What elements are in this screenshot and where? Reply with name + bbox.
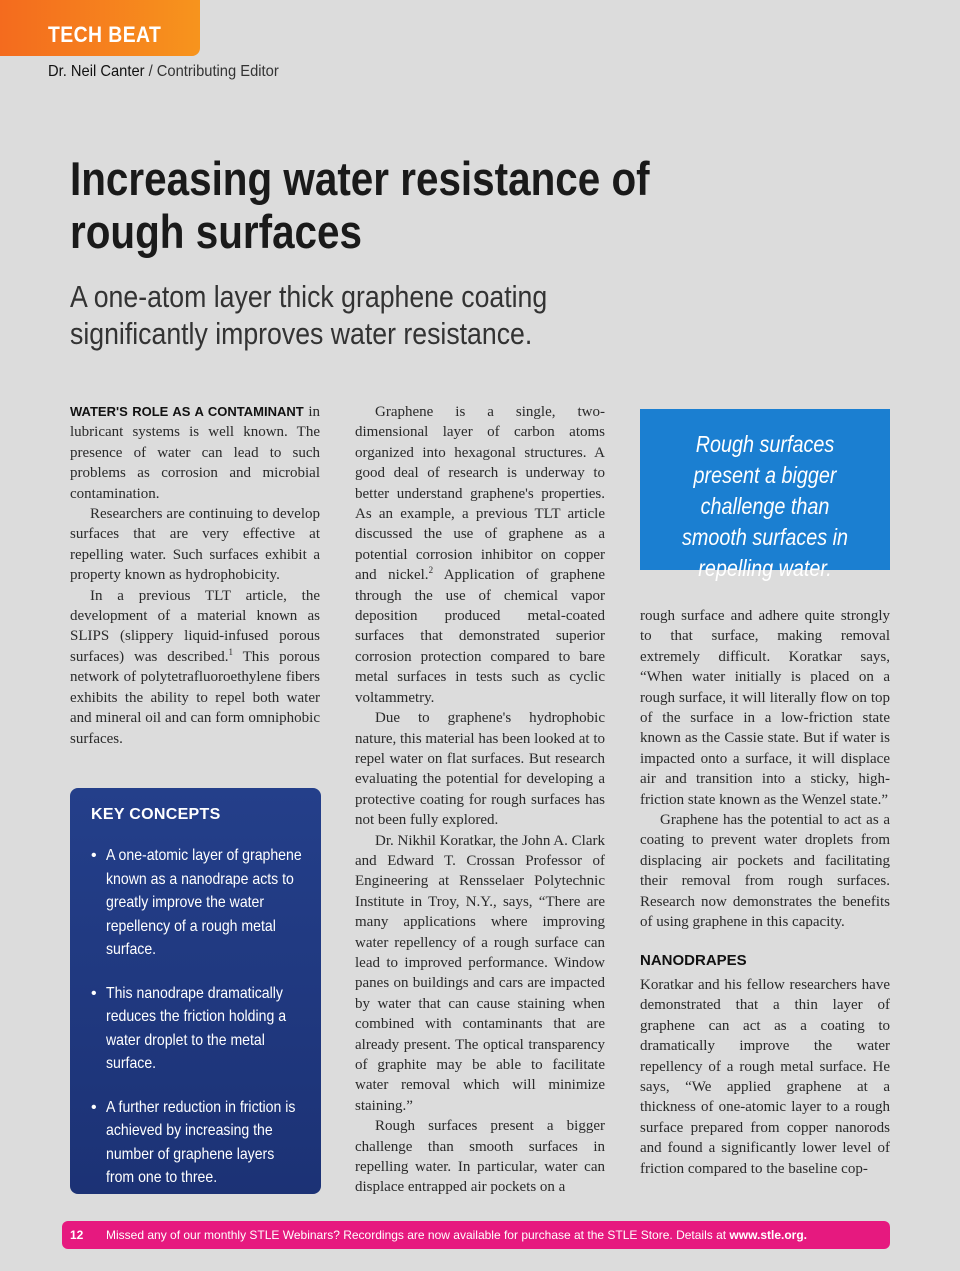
article-title: Increasing water resistance of rough surfaces bbox=[70, 152, 650, 258]
author-name: Dr. Neil Canter bbox=[48, 63, 145, 80]
bullet-icon: • bbox=[91, 984, 97, 1002]
pull-quote: Rough surfaces present a bigger challenge than smooth surfaces in repelling water. bbox=[640, 409, 890, 570]
article-subtitle: A one-atom layer thick graphene coating significantly improves water resistance. bbox=[70, 279, 548, 351]
paragraph: In a previous TLT article, the development of a material known as SLIPS (slippery liquid-infused porous surfaces) was described.$^1$ This porous network of polytetrafluoroethylene fibers exhibits the ability to repel both water and mineral oil and can form omniphobic surfaces. bbox=[70, 587, 321, 747]
paragraph: rough surface and adhere quite strongly to that surface, making removal extremely difficult. Koratkar says, “When water initially is placed on a rough surface, it will literally flow on top of the surface in a low-friction state known as the Cassie state. But if water is impacted onto a surface, it will displace air and transition into a sticky, high-friction state known as the Wenzel state.” bbox=[640, 608, 890, 808]
footer-link[interactable]: www.stle.org. bbox=[729, 1228, 807, 1242]
list-item: • A further reduction in friction is achieved by increasing the number of graphene layers from one to three. bbox=[91, 1096, 301, 1190]
footer-message: Missed any of our monthly STLE Webinars? Recordings are now available for purchase at the STLE Store. Details at www.stle.org. bbox=[106, 1228, 807, 1242]
lead-in: WATER'S ROLE AS A CONTAMINANT bbox=[70, 404, 304, 419]
author-role: Contributing Editor bbox=[156, 63, 279, 80]
bullet-icon: • bbox=[91, 847, 97, 864]
list-item: • This nanodrape dramatically reduces the friction holding a water droplet to the metal surface. bbox=[91, 982, 301, 1076]
page-number: 12 bbox=[70, 1228, 84, 1242]
paragraph: Graphene is a single, two-dimensional layer of carbon atoms organized into hexagonal structures. A good deal of research is underway to better understand graphene's properties. As an example, a previous TLT article discussed the use of graphene as a potential corrosion inhibitor on copper and nickel.$^2$ Application of graphene through the use of chemical vapor deposition produced metal-coated surfaces that demonstrated superior corrosion protection compared to bare metal surfaces in tests such as cyclic voltammetry. bbox=[355, 404, 605, 706]
text-column-3 bbox=[640, 606, 890, 1179]
paragraph: Koratkar and his fellow researchers have demonstrated that a thin layer of graphene can act as a coating to dramatically improve the water repellency of a rough metal surface. He says, “We applied graphene at a thickness of one-atomic layer to a rough surface prepared from copper nanorods and found a significantly lower level of friction compared to the baseline cop- bbox=[640, 976, 890, 1177]
footnote-ref: 2 bbox=[428, 565, 434, 576]
list-item: • A one-atomic layer of graphene known as a nanodrape acts to greatly improve the water repellency of a rough metal surface. bbox=[91, 844, 301, 962]
footnote-ref: 1 bbox=[228, 646, 233, 657]
bullet-icon: • bbox=[91, 1098, 97, 1116]
key-concepts-list bbox=[91, 844, 301, 1190]
section-label: TECH BEAT bbox=[48, 22, 162, 47]
section-tab bbox=[0, 0, 200, 56]
section-subhead: NANODRAPES bbox=[640, 951, 747, 969]
text-column-2 bbox=[355, 402, 605, 1198]
paragraph: Due to graphene's hydrophobic nature, this material has been looked at to repel water on flat surfaces. But research evaluating the potential for developing a protective coating for rough surfaces has not been fully explored. bbox=[355, 710, 605, 829]
byline bbox=[48, 63, 279, 81]
paragraph: Researchers are continuing to develop surfaces that are very effective at repelling water. Such surfaces exhibit a property known as hydrophobicity. bbox=[70, 506, 320, 584]
footer-banner bbox=[62, 1221, 890, 1249]
paragraph: Dr. Nikhil Koratkar, the John A. Clark and Edward T. Crossan Professor of Engineering at Rensselaer Polytechnic Institute in Troy, N.Y., says, “There are many applications where improving water repellency of a rough surface can lead to improved performance. Window panes on buildings and cars are impacted by water that can cause staining when combined with contaminants that are already present. The optical transparency of graphite may be able to facilitate water removal which will minimize staining.” bbox=[355, 832, 605, 1114]
text-column-1 bbox=[70, 402, 320, 749]
paragraph: Rough surfaces present a bigger challenge than smooth surfaces in repelling water. In particular, water can displace entrapped air pockets on a bbox=[355, 1118, 605, 1196]
paragraph: WATER'S ROLE AS A CONTAMINANT in lubricant systems is well known. The presence of water can lead to such problems as corrosion and microbial contamination. bbox=[70, 404, 320, 502]
key-concepts-heading: KEY CONCEPTS bbox=[91, 806, 221, 823]
paragraph: Graphene has the potential to act as a coating to prevent water droplets from displacing air pockets and facilitating their removal from rough surfaces. Research now demonstrates the benefits of using graphene in this capacity. bbox=[640, 812, 890, 931]
key-concepts-box bbox=[70, 788, 321, 1194]
byline-separator: / bbox=[144, 63, 157, 80]
